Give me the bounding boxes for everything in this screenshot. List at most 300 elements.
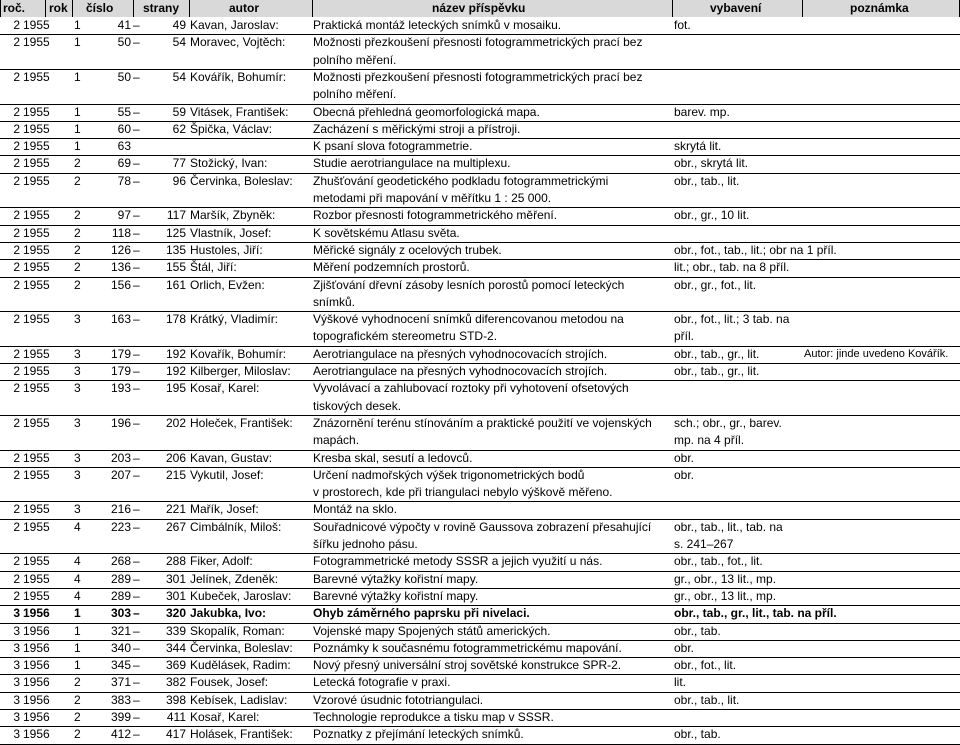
cell-nazev-line: snímků. [313, 294, 356, 309]
cell-strany-do: 267 [165, 519, 186, 534]
cell-cislo: 3 [74, 415, 81, 430]
cell-rok: 1955 [23, 35, 50, 50]
cell-strany-od: 216 [110, 502, 131, 517]
page-range-dash: – [133, 606, 140, 621]
page-range-dash: – [133, 260, 140, 275]
page-range-dash: – [133, 450, 140, 465]
cell-autor: Jakubka, Ivo: [190, 606, 267, 621]
cell-cislo: 1 [74, 69, 81, 84]
table-row [0, 278, 960, 313]
cell-rok: 1955 [23, 312, 50, 327]
cell-nazev-line: Poznatky z přejímání leteckých snímků. [313, 727, 524, 742]
cell-cislo: 2 [74, 225, 81, 240]
cell-autor: Jelínek, Zdeněk: [190, 571, 279, 586]
page-range-dash: – [133, 69, 140, 84]
cell-strany-do: 195 [165, 381, 186, 396]
cell-nazev-line: Praktická montáž leteckých snímků v mosaiku. [313, 18, 562, 32]
cell-cislo: 3 [74, 502, 81, 517]
cell-strany-od: 196 [110, 415, 131, 430]
cell-roc: 2 [13, 260, 20, 275]
cell-autor: Vitásek, František: [190, 104, 289, 119]
cell-vybaveni-line: mp. na 4 příl. [674, 433, 745, 448]
table-row [0, 572, 960, 589]
cell-strany-do: 125 [165, 225, 186, 240]
header-rok: rok [49, 1, 68, 15]
cell-rok: 1955 [23, 519, 50, 534]
cell-cislo: 3 [74, 364, 81, 378]
cell-strany-od: 50 [117, 35, 131, 50]
cell-strany-do: 96 [172, 173, 186, 188]
cell-strany-od: 383 [110, 692, 131, 707]
page-range-dash: – [133, 727, 140, 742]
cell-roc: 2 [13, 208, 20, 223]
table-row [0, 105, 960, 122]
cell-cislo: 3 [74, 450, 81, 465]
cell-vybaveni-line: gr., obr., 13 lit., mp. [674, 588, 777, 603]
cell-cislo: 1 [74, 606, 81, 621]
page-range-dash: – [133, 381, 140, 396]
cell-nazev-line: Zacházení s měřickými stroji a přístroji. [313, 121, 521, 136]
cell-strany-do: 411 [166, 710, 186, 724]
cell-nazev-line: v prostorech, kde při triangulaci nebylo výškově měřeno. [313, 485, 613, 500]
cell-roc: 2 [13, 519, 20, 534]
cell-roc: 2 [13, 346, 20, 361]
cell-roc: 3 [13, 692, 20, 707]
header-divider [189, 0, 190, 17]
cell-roc: 2 [13, 121, 20, 136]
cell-rok: 1955 [23, 104, 50, 119]
cell-cislo: 3 [74, 381, 81, 396]
cell-nazev-line: Studie aerotriangulace na multiplexu. [313, 156, 511, 171]
page-range-dash: – [133, 225, 140, 240]
cell-strany-do: 49 [172, 18, 186, 32]
page-range-dash: – [133, 18, 140, 32]
page-range-dash: – [133, 346, 140, 361]
cell-strany-od: 340 [110, 640, 131, 655]
cell-autor: Krátký, Vladimír: [190, 312, 279, 327]
cell-nazev-line: Aerotriangulace na přesných vyhodnocovacích strojích. [313, 346, 608, 361]
table-row [0, 347, 960, 364]
cell-rok: 1955 [23, 139, 50, 154]
cell-strany-do: 192 [165, 364, 186, 378]
page-range-dash: – [133, 104, 140, 119]
cell-vybaveni-line: lit.; obr., tab. na 8 příl. [674, 260, 790, 275]
cell-nazev-line: K psaní slova fotogrammetrie. [313, 139, 473, 154]
cell-autor: Orlich, Evžen: [190, 277, 265, 292]
cell-vybaveni-line: obr., tab. [674, 623, 721, 638]
cell-vybaveni-line: obr. [674, 450, 695, 465]
table-row [0, 520, 960, 555]
cell-nazev-line: Barevné výtažky kořistní mapy. [313, 571, 479, 586]
cell-strany-od: 223 [110, 519, 131, 534]
cell-cislo: 2 [74, 277, 81, 292]
cell-vybaveni-line: obr. [674, 640, 695, 655]
cell-vybaveni-line: obr., gr., 10 lit. [674, 208, 750, 223]
cell-rok: 1956 [23, 623, 50, 638]
table-row [0, 208, 960, 225]
cell-autor: Stožický, Ivan: [190, 156, 268, 171]
cell-nazev-line: Montáž na sklo. [313, 502, 398, 517]
cell-vybaveni-line: obr., tab., fot., lit. [674, 554, 763, 569]
row-rule [0, 744, 960, 745]
cell-strany-od: 63 [117, 139, 131, 154]
cell-autor: Kavan, Gustav: [190, 450, 273, 465]
page-range-dash: – [133, 121, 140, 136]
cell-cislo: 2 [74, 260, 81, 275]
cell-autor: Fiker, Adolf: [190, 554, 253, 569]
cell-roc: 2 [13, 277, 20, 292]
cell-strany-od: 203 [110, 450, 131, 465]
cell-roc: 2 [13, 312, 20, 327]
table-row [0, 139, 960, 156]
cell-rok: 1955 [23, 18, 50, 32]
table-row [0, 416, 960, 451]
cell-autor: Vlastník, Josef: [190, 225, 272, 240]
page-range-dash: – [133, 658, 140, 673]
cell-vybaveni-line: obr., fot., tab., lit.; obr na 1 příl. [674, 242, 837, 257]
cell-autor: Kilberger, Miloslav: [190, 364, 291, 378]
cell-roc: 2 [13, 173, 20, 188]
cell-rok: 1955 [23, 225, 50, 240]
cell-roc: 2 [13, 139, 20, 154]
table-row [0, 502, 960, 519]
cell-strany-od: 371 [110, 675, 131, 690]
table-row [0, 589, 960, 606]
cell-strany-od: 179 [110, 346, 131, 361]
cell-rok: 1955 [23, 208, 50, 223]
cell-strany-od: 268 [110, 554, 131, 569]
page-range-dash: – [133, 571, 140, 586]
cell-autor: Červinka, Boleslav: [190, 640, 293, 655]
table-row [0, 451, 960, 468]
cell-vybaveni-line: s. 241–267 [674, 536, 734, 551]
page-range-dash: – [133, 156, 140, 171]
cell-nazev-line: Barevné výtažky kořistní mapy. [313, 588, 479, 603]
cell-nazev-line: polního měření. [313, 52, 397, 67]
cell-cislo: 2 [74, 710, 81, 724]
cell-strany-do: 192 [165, 346, 186, 361]
cell-rok: 1956 [23, 692, 50, 707]
cell-nazev-line: mapách. [313, 433, 360, 448]
header-divider [133, 0, 134, 17]
header-nazev: název příspěvku [432, 1, 526, 15]
cell-rok: 1955 [23, 69, 50, 84]
cell-vybaveni-line: obr., fot., lit. [674, 658, 737, 673]
cell-rok: 1956 [23, 675, 50, 690]
cell-cislo: 4 [74, 519, 81, 534]
page-range-dash: – [133, 519, 140, 534]
cell-strany-do: 301 [165, 588, 186, 603]
cell-autor: Cimbálník, Miloš: [190, 519, 282, 534]
cell-nazev-line: Vyvolávací a zahlubovací roztoky při vyhotovení ofsetových [313, 381, 629, 396]
page-range-dash: – [133, 35, 140, 50]
cell-cislo: 4 [74, 554, 81, 569]
cell-autor: Kudělásek, Radim: [190, 658, 291, 673]
table-row [0, 606, 960, 623]
table-row [0, 675, 960, 692]
cell-strany-do: 221 [165, 502, 186, 517]
cell-cislo: 3 [74, 312, 81, 327]
cell-autor: Vykutil, Josef: [190, 467, 264, 482]
cell-roc: 2 [13, 242, 20, 257]
cell-roc: 2 [13, 588, 20, 603]
header-divider [312, 0, 313, 17]
page-range-dash: – [133, 242, 140, 257]
cell-nazev-line: Možnosti přezkoušení přesnosti fotogrammetrických prací bez [313, 69, 643, 84]
cell-nazev-line: Určení nadmořských výšek trigonometrických bodů [313, 467, 585, 482]
cell-cislo: 1 [74, 139, 81, 154]
cell-nazev-line: Obecná přehledná geomorfologická mapa. [313, 104, 540, 119]
cell-cislo: 2 [74, 173, 81, 188]
cell-nazev-line: Rozbor přesnosti fotogrammetrického měření. [313, 208, 558, 223]
cell-strany-od: 303 [110, 606, 131, 621]
cell-rok: 1955 [23, 415, 50, 430]
cell-nazev-line: Aerotriangulace na přesných vyhodnocovacích strojích. [313, 364, 608, 378]
cell-cislo: 2 [74, 727, 81, 742]
cell-strany-do: 382 [165, 675, 186, 690]
cell-nazev-line: Letecká fotografie v praxi. [313, 675, 451, 690]
table-row [0, 174, 960, 209]
table-row [0, 35, 960, 70]
cell-roc: 2 [13, 415, 20, 430]
cell-strany-od: 50 [117, 69, 131, 84]
cell-strany-od: 69 [117, 156, 131, 171]
header-divider [45, 0, 46, 17]
cell-autor: Kovařík, Bohumír: [190, 346, 287, 361]
cell-strany-do: 417 [165, 727, 186, 742]
cell-roc: 2 [13, 450, 20, 465]
table-row [0, 381, 960, 416]
page-range-dash: – [133, 640, 140, 655]
cell-cislo: 2 [74, 675, 81, 690]
table-row [0, 710, 960, 727]
cell-strany-do: 62 [172, 121, 186, 136]
cell-strany-od: 289 [110, 571, 131, 586]
cell-strany-do: 215 [165, 467, 186, 482]
cell-strany-od: 179 [110, 364, 131, 378]
cell-vybaveni-line: obr., tab. [674, 727, 721, 742]
header-poznamka: poznámka [850, 1, 909, 15]
header-divider [672, 0, 673, 17]
cell-cislo: 1 [74, 121, 81, 136]
cell-autor: Moravec, Vojtěch: [190, 35, 286, 50]
table-row [0, 226, 960, 243]
cell-vybaveni-line: gr., obr., 13 lit., mp. [674, 571, 777, 586]
cell-vybaveni-line: barev. mp. [674, 104, 730, 119]
cell-nazev-line: topografickém stereometru STD-2. [313, 329, 498, 344]
cell-strany-od: 207 [110, 467, 131, 482]
cell-strany-do: 369 [165, 658, 186, 673]
cell-nazev-line: Měření podzemních prostorů. [313, 260, 470, 275]
cell-vybaveni-line: obr., tab., lit. [674, 692, 740, 707]
cell-strany-do: 117 [166, 208, 186, 223]
cell-autor: Hustoles, Jiří: [190, 242, 263, 257]
cell-rok: 1955 [23, 502, 50, 517]
cell-autor: Maršík, Zbyněk: [190, 208, 276, 223]
cell-nazev-line: Výškové vyhodnocení snímků diferencovanou metodou na [313, 312, 624, 327]
cell-strany-od: 97 [117, 208, 131, 223]
cell-cislo: 3 [74, 467, 81, 482]
cell-cislo: 1 [74, 640, 81, 655]
cell-autor: Holásek, František: [190, 727, 293, 742]
cell-rok: 1955 [23, 364, 50, 378]
cell-roc: 3 [13, 727, 20, 742]
header-divider [0, 0, 1, 17]
cell-roc: 2 [13, 69, 20, 84]
cell-strany-do: 320 [165, 606, 186, 621]
header-roc: roč. [3, 1, 26, 15]
page-range-dash: – [133, 364, 140, 378]
cell-vybaveni-line: obr., tab., gr., lit. [674, 346, 760, 361]
cell-cislo: 2 [74, 692, 81, 707]
cell-nazev-line: Souřadnicové výpočty v rovině Gaussova zobrazení přesahující [313, 519, 652, 534]
cell-strany-od: 321 [110, 623, 131, 638]
cell-autor: Kebísek, Ladislav: [190, 692, 288, 707]
cell-roc: 2 [13, 467, 20, 482]
cell-rok: 1956 [23, 710, 50, 724]
table-row [0, 243, 960, 260]
cell-cislo: 2 [74, 156, 81, 171]
cell-cislo: 1 [74, 35, 81, 50]
cell-cislo: 1 [74, 623, 81, 638]
cell-strany-do: 206 [165, 450, 186, 465]
cell-vybaveni-line: skrytá lit. [674, 139, 722, 154]
cell-strany-od: 126 [110, 242, 131, 257]
cell-cislo: 4 [74, 588, 81, 603]
cell-strany-do: 59 [172, 104, 186, 119]
cell-roc: 2 [13, 18, 20, 32]
page-range-dash: – [133, 277, 140, 292]
cell-strany-od: 345 [110, 658, 131, 673]
table-row [0, 641, 960, 658]
cell-autor: Kavan, Jaroslav: [190, 18, 279, 32]
cell-rok: 1955 [23, 242, 50, 257]
cell-strany-od: 60 [117, 121, 131, 136]
cell-cislo: 1 [74, 18, 81, 32]
cell-strany-od: 55 [117, 104, 131, 119]
cell-nazev-line: šířku jednoho pásu. [313, 536, 418, 551]
cell-strany-od: 156 [110, 277, 131, 292]
cell-rok: 1955 [23, 571, 50, 586]
cell-strany-od: 41 [117, 18, 131, 32]
header-divider [72, 0, 73, 17]
cell-cislo: 2 [74, 242, 81, 257]
cell-vybaveni-line: obr., tab., lit. [674, 173, 740, 188]
cell-vybaveni-line: obr. [674, 467, 695, 482]
cell-cislo: 1 [74, 104, 81, 119]
cell-roc: 2 [13, 502, 20, 517]
cell-roc: 2 [13, 554, 20, 569]
cell-nazev-line: Technologie reprodukce a tisku map v SSSR. [313, 710, 554, 724]
page-range-dash: – [133, 312, 140, 327]
cell-vybaveni-line: obr., tab., gr., lit., tab. na příl. [674, 606, 837, 621]
page-range-dash: – [133, 415, 140, 430]
cell-nazev-line: Vojenské mapy Spojených států amerických. [313, 623, 551, 638]
cell-roc: 3 [13, 606, 20, 621]
cell-nazev-line: Fotogrammetrické metody SSSR a jejich využití u nás. [313, 554, 603, 569]
cell-autor: Kubeček, Jaroslav: [190, 588, 292, 603]
cell-strany-od: 136 [110, 260, 131, 275]
cell-rok: 1955 [23, 588, 50, 603]
cell-nazev-line: Kresba skal, sesutí a ledovců. [313, 450, 473, 465]
cell-vybaveni-line: příl. [674, 329, 695, 344]
table-row [0, 693, 960, 710]
cell-strany-od: 163 [110, 312, 131, 327]
table-row [0, 260, 960, 277]
cell-roc: 3 [13, 623, 20, 638]
cell-autor: Kosař, Karel: [190, 381, 260, 396]
cell-rok: 1955 [23, 346, 50, 361]
cell-rok: 1955 [23, 381, 50, 396]
cell-cislo: 4 [74, 571, 81, 586]
table-row [0, 364, 960, 381]
cell-autor: Holeček, František: [190, 415, 293, 430]
cell-rok: 1955 [23, 467, 50, 482]
table-row [0, 70, 960, 105]
cell-nazev-line: Nový přesný universální stroj sovětské konstrukce SPR-2. [313, 658, 622, 673]
page-range-dash: – [133, 467, 140, 482]
page-range-dash: – [133, 710, 140, 724]
cell-autor: Špička, Václav: [190, 121, 273, 136]
cell-rok: 1955 [23, 173, 50, 188]
table-header [0, 0, 960, 17]
table-row [0, 658, 960, 675]
page-range-dash: – [133, 208, 140, 223]
cell-vybaveni-line: lit. [674, 675, 686, 690]
cell-strany-od: 78 [117, 173, 131, 188]
cell-strany-do: 301 [165, 571, 186, 586]
cell-vybaveni-line: obr., tab., lit., tab. na [674, 519, 783, 534]
page-range-dash: – [133, 588, 140, 603]
cell-nazev-line: Zhušťování geodetického podkladu fotogrammetrickými [313, 173, 609, 188]
header-divider [802, 0, 803, 17]
cell-strany-od: 289 [110, 588, 131, 603]
table-row [0, 312, 960, 347]
cell-strany-od: 399 [110, 710, 131, 724]
cell-roc: 3 [13, 658, 20, 673]
cell-strany-do: 398 [165, 692, 186, 707]
cell-autor: Mařík, Josef: [190, 502, 259, 517]
cell-rok: 1956 [23, 640, 50, 655]
cell-vybaveni-line: fot. [674, 18, 691, 32]
cell-autor: Štál, Jiří: [190, 260, 237, 275]
cell-strany-do: 54 [172, 69, 186, 84]
cell-cislo: 1 [74, 658, 81, 673]
table-row [0, 122, 960, 139]
cell-strany-do: 344 [165, 640, 186, 655]
cell-rok: 1956 [23, 606, 50, 621]
cell-roc: 2 [13, 571, 20, 586]
cell-autor: Kovářík, Bohumír: [190, 69, 287, 84]
header-strany: strany [143, 1, 180, 15]
page-range-dash: – [133, 692, 140, 707]
cell-roc: 2 [13, 381, 20, 396]
table-row [0, 468, 960, 503]
cell-rok: 1955 [23, 554, 50, 569]
cell-rok: 1955 [23, 156, 50, 171]
cell-cislo: 3 [74, 346, 81, 361]
header-autor: autor [229, 1, 259, 15]
cell-rok: 1955 [23, 450, 50, 465]
cell-roc: 2 [13, 104, 20, 119]
cell-strany-od: 412 [110, 727, 131, 742]
cell-cislo: 2 [74, 208, 81, 223]
cell-strany-od: 193 [110, 381, 131, 396]
cell-rok: 1955 [23, 277, 50, 292]
cell-autor: Červinka, Boleslav: [190, 173, 293, 188]
cell-strany-do: 202 [165, 415, 186, 430]
table-row [0, 624, 960, 641]
